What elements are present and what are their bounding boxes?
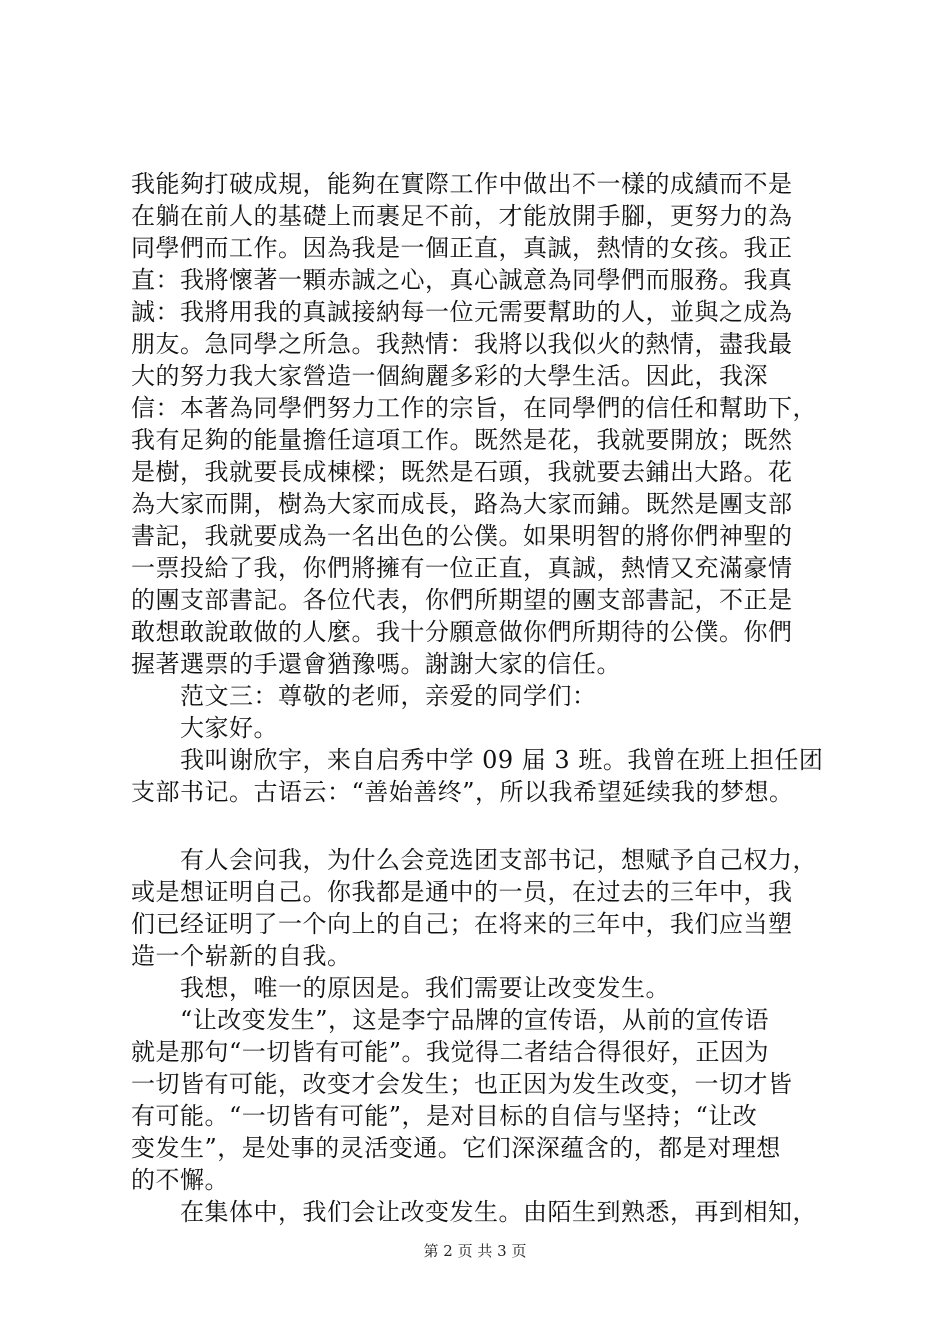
text-line: 我叫谢欣宇，来自启秀中学 09 届 3 班。我曾在班上担任团: [131, 746, 824, 774]
text-line: 有人会问我，为什么会竞选团支部书记，想赋予自己权力，: [131, 846, 817, 874]
text-line: 同學們而工作。因為我是一個正直，真誠，熱情的女孩。我正: [131, 234, 793, 262]
text-line: 誠：我將用我的真誠接納每一位元需要幫助的人，並與之成為: [131, 298, 793, 326]
paragraph-gap: [131, 808, 831, 844]
text-line: 在躺在前人的基礎上而裹足不前，才能放開手腳，更努力的為: [131, 202, 793, 230]
text-line: 的不懈。: [131, 1166, 229, 1194]
text-line: 一切皆有可能，改变才会发生；也正因为发生改变，一切才皆: [131, 1070, 793, 1098]
text-line: 在集体中，我们会让改变发生。由陌生到熟悉，再到相知，: [131, 1198, 817, 1226]
text-line: 或是想证明自己。你我都是通中的一员，在过去的三年中，我: [131, 878, 793, 906]
text-line: 敢想敢說敢做的人麼。我十分願意做你們所期待的公僕。你們: [131, 618, 793, 646]
text-line: 我能夠打破成規，能夠在實際工作中做出不一樣的成績而不是: [131, 170, 793, 198]
text-line: 握著選票的手還會猶豫嗎。謝謝大家的信任。: [131, 650, 621, 678]
text-line: 们已经证明了一个向上的自己；在将来的三年中，我们应当塑: [131, 910, 793, 938]
text-line: 有可能。“一切皆有可能”，是对目标的自信与坚持；“让改: [131, 1102, 758, 1130]
text-line: 朋友。急同學之所急。我熱情：我將以我似火的熱情，盡我最: [131, 330, 793, 358]
text-line: 大的努力我大家營造一個絢麗多彩的大學生活。因此，我深: [131, 362, 768, 390]
text-line: 支部书记。古语云：“善始善终”，所以我希望延续我的梦想。: [131, 778, 794, 806]
text-line: 直：我將懷著一顆赤誠之心，真心誠意為同學們而服務。我真: [131, 266, 793, 294]
body-text: [131, 168, 831, 1228]
text-line: 是樹，我就要長成棟樑；既然是石頭，我就要去鋪出大路。花: [131, 458, 793, 486]
text-line: “让改变发生”，这是李宁品牌的宣传语，从前的宣传语: [131, 1006, 770, 1034]
page-number-footer: 第 2 页 共 3 页: [423, 1242, 527, 1260]
text-line: 我有足夠的能量擔任這項工作。既然是花，我就要開放；既然: [131, 426, 793, 454]
text-line: 就是那句“一切皆有可能”。我觉得二者结合得很好，正因为: [131, 1038, 770, 1066]
text-line: 的團支部書記。各位代表，你們所期望的團支部書記，不正是: [131, 586, 793, 614]
text-line: 書記，我就要成為一名出色的公僕。如果明智的將你們神聖的: [131, 522, 793, 550]
text-line: 我想，唯一的原因是。我们需要让改变发生。: [131, 974, 670, 1002]
text-line: 信：本著為同學們努力工作的宗旨，在同學們的信任和幫助下，: [131, 394, 817, 422]
greeting-line: 大家好。: [131, 714, 278, 742]
text-line: 造一个崭新的自我。: [131, 942, 352, 970]
section-heading: 范文三：尊敬的老师，亲爱的同学们：: [131, 682, 597, 710]
text-line: 变发生”，是处事的灵活变通。它们深深蕴含的，都是对理想: [131, 1134, 781, 1162]
text-line: 一票投給了我，你們將擁有一位正直，真誠，熱情又充滿豪情: [131, 554, 793, 582]
text-line: 為大家而開，樹為大家而成長，路為大家而鋪。既然是團支部: [131, 490, 793, 518]
